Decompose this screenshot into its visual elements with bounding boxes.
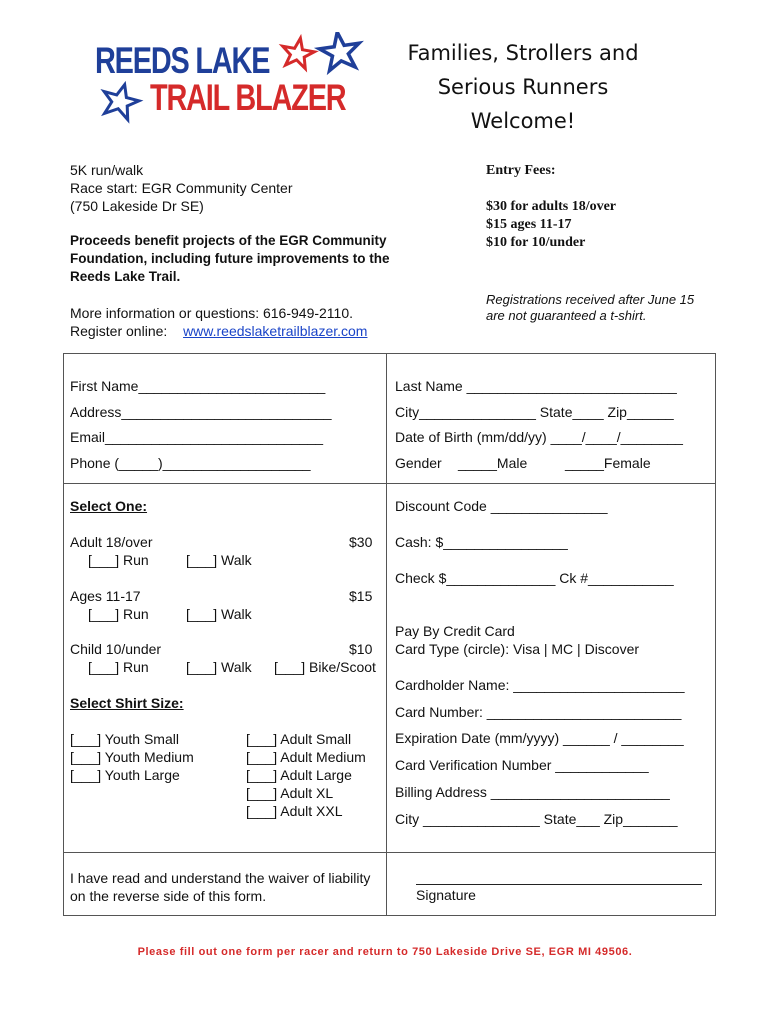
adult-run-option[interactable]: [___] Run: [88, 552, 149, 568]
first-name-field[interactable]: First Name________________________: [70, 378, 326, 394]
expiration-field[interactable]: Expiration Date (mm/yyyy) ______ / ________: [395, 730, 684, 746]
adult-walk-option[interactable]: [___] Walk: [186, 552, 252, 568]
proceeds-text: [70, 232, 390, 286]
youth-price: $15: [349, 588, 373, 604]
adult-label: Adult 18/over: [70, 534, 153, 550]
city-state-zip-field[interactable]: City_______________ State____ Zip______: [395, 404, 674, 420]
shirt-adult-xl[interactable]: [___] Adult XL: [246, 785, 334, 801]
form-bottom-border: [63, 915, 716, 916]
check-field[interactable]: Check $______________ Ck #___________: [395, 570, 674, 586]
form-right-border: [715, 353, 716, 916]
child-price: $10: [349, 641, 373, 657]
event-info: [70, 161, 293, 215]
logo-line1: REEDS LAKE: [95, 40, 270, 81]
address-field[interactable]: Address___________________________: [70, 404, 332, 420]
form-left-border: [63, 353, 64, 916]
dob-field[interactable]: Date of Birth (mm/dd/yy) ____/____/________: [395, 429, 683, 445]
adult-price: $30: [349, 534, 373, 550]
youth-run-option[interactable]: [___] Run: [88, 606, 149, 622]
form-top-border: [63, 353, 716, 354]
last-name-field[interactable]: Last Name ___________________________: [395, 378, 677, 394]
child-walk-option[interactable]: [___] Walk: [186, 659, 252, 675]
contact-info: [70, 304, 367, 340]
section-divider-2: [63, 852, 716, 853]
tagline: [373, 36, 673, 138]
shirt-size-title: Select Shirt Size:: [70, 695, 184, 711]
child-bike-option[interactable]: [___] Bike/Scoot: [274, 659, 376, 675]
shirt-adult-large[interactable]: [___] Adult Large: [246, 767, 352, 783]
race-address: (750 Lakeside Dr SE): [70, 198, 204, 214]
email-field[interactable]: Email____________________________: [70, 429, 324, 445]
form-center-divider: [386, 353, 387, 916]
gender-female-option[interactable]: _____Female: [565, 455, 651, 471]
shirt-adult-xxl[interactable]: [___] Adult XXL: [246, 803, 343, 819]
youth-shirt-options: [70, 730, 194, 784]
signature-line[interactable]: [416, 884, 702, 885]
shirt-adult-medium[interactable]: [___] Adult Medium: [246, 749, 366, 765]
waiver-line-1: I have read and understand the waiver of liability: [70, 870, 371, 886]
small-star-icon: [98, 80, 146, 125]
credit-card-title: Pay By Credit Card: [395, 623, 515, 639]
billing-address-field[interactable]: Billing Address _______________________: [395, 784, 670, 800]
shirt-youth-medium[interactable]: [___] Youth Medium: [70, 749, 194, 765]
youth-label: Ages 11-17: [70, 588, 141, 604]
race-start: Race start: EGR Community Center: [70, 180, 293, 196]
star-icons: [278, 32, 368, 127]
proceeds-line-1: Proceeds benefit projects of the EGR Community: [70, 233, 387, 248]
section-divider-1: [63, 483, 716, 484]
waiver-line-2: on the reverse side of this form.: [70, 888, 267, 904]
select-one-title: Select One:: [70, 498, 148, 514]
child-run-option[interactable]: [___] Run: [88, 659, 149, 675]
card-type-field[interactable]: Card Type (circle): Visa | MC | Discover: [395, 641, 640, 657]
shirt-youth-small[interactable]: [___] Youth Small: [70, 731, 179, 747]
adult-shirt-options: [246, 730, 366, 820]
billing-city-field[interactable]: City _______________ State___ Zip_______: [395, 811, 678, 827]
waiver-text: [70, 869, 370, 905]
shirt-adult-small[interactable]: [___] Adult Small: [246, 731, 352, 747]
shirt-note: [486, 292, 694, 324]
proceeds-line-2: Foundation, including future improvements to the: [70, 251, 390, 266]
card-number-field[interactable]: Card Number: _________________________: [395, 704, 682, 720]
footer-instructions: Please fill out one form per racer and return to 750 Lakeside Drive SE, EGR MI 49506.: [137, 946, 633, 958]
phone-field[interactable]: Phone (_____)___________________: [70, 455, 311, 471]
fee-youth: $15 ages 11-17: [486, 217, 572, 232]
shirt-note-line-2: are not guaranteed a t-shirt.: [486, 308, 647, 323]
fee-child: $10 for 10/under: [486, 235, 586, 250]
cardholder-field[interactable]: Cardholder Name: ______________________: [395, 677, 685, 693]
register-line: [70, 322, 367, 340]
proceeds-line-3: Reeds Lake Trail.: [70, 269, 181, 284]
info-phone: More information or questions: 616-949-2110.: [70, 305, 354, 321]
gender-label: Gender: [395, 455, 442, 471]
fee-adult: $30 for adults 18/over: [486, 199, 617, 214]
cvn-field[interactable]: Card Verification Number ____________: [395, 757, 649, 773]
youth-walk-option[interactable]: [___] Walk: [186, 606, 252, 622]
tagline-line-3: Welcome!: [470, 109, 576, 133]
signature-label: Signature: [416, 887, 476, 903]
register-label: Register online:: [70, 323, 168, 339]
cash-field[interactable]: Cash: $________________: [395, 534, 568, 550]
shirt-youth-large[interactable]: [___] Youth Large: [70, 767, 180, 783]
child-label: Child 10/under: [70, 641, 162, 657]
fees-list: [486, 198, 616, 252]
gender-male-option[interactable]: _____Male: [458, 455, 528, 471]
fees-title: Entry Fees:: [486, 163, 556, 178]
logo-line2: TRAIL BLAZER: [150, 77, 346, 118]
shirt-note-line-1: Registrations received after June 15: [486, 292, 695, 307]
event-type: 5K run/walk: [70, 162, 144, 178]
tagline-line-1: Families, Strollers and: [407, 41, 639, 65]
register-link[interactable]: www.reedslaketrailblazer.com: [183, 323, 368, 339]
discount-code-field[interactable]: Discount Code _______________: [395, 498, 608, 514]
tagline-line-2: Serious Runners: [437, 75, 609, 99]
